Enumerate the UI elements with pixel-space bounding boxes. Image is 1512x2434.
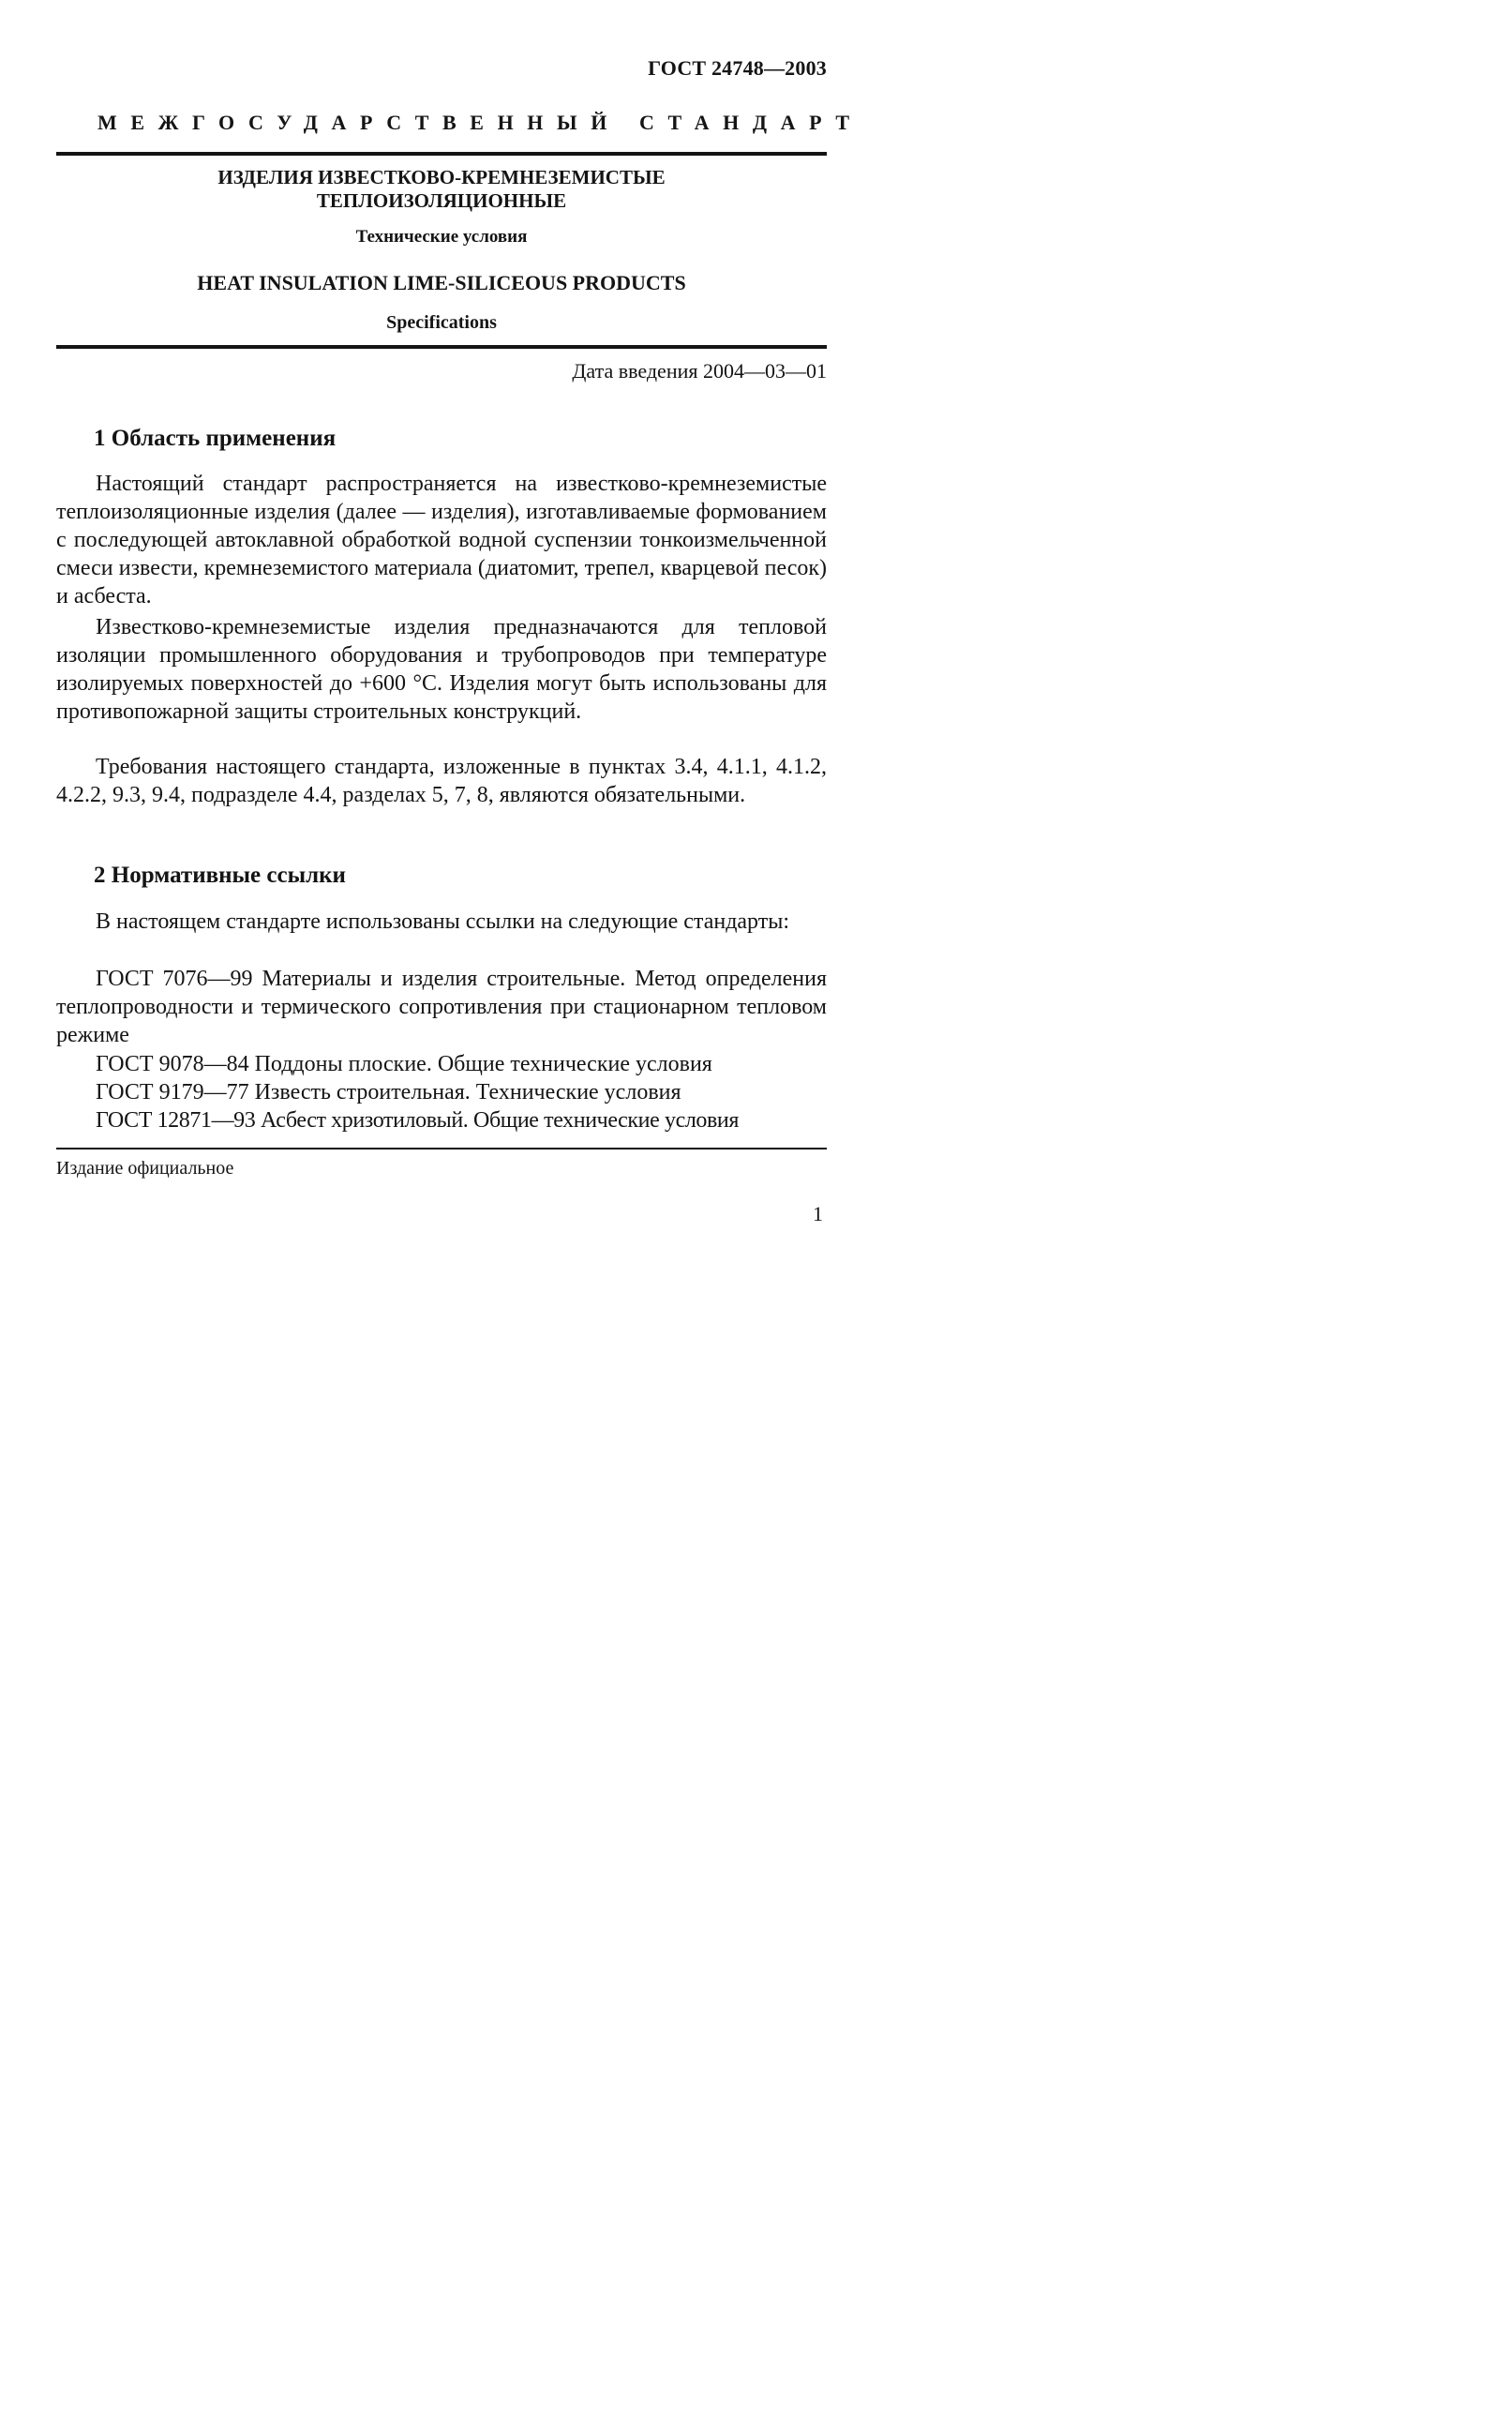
title-bottom-rule [56,345,827,349]
page-number: 1 [813,1202,823,1225]
reference-item: ГОСТ 7076—99 Материалы и изделия строительные. Метод определения теплопроводности и термического сопротивления при стационарном тепловом режиме [56,967,827,1047]
subtitle-en: Specifications [386,312,497,333]
reference-item: ГОСТ 9179—77 Известь строительная. Технические условия [96,1080,681,1104]
top-rule [56,152,827,156]
scope-paragraph: Настоящий стандарт распространяется на известково-кремнеземистые теплоизоляционные изделия (далее — изделия), изготавливаемые формованием с последующей автоклавной обработкой водной суспензии тонкоизмельченной смеси извести, кремнеземистого материала (диатомит, трепел, кварцевой песок) и асбеста. [56,472,827,608]
reference-item: ГОСТ 12871—93 Асбест хризотиловый. Общие технические условия [96,1108,740,1133]
subtitle-ru: Технические условия [355,227,528,247]
title-ru [56,166,827,213]
references-intro: В настоящем стандарте использованы ссылки на следующие стандарты: [96,909,790,934]
title-en: HEAT INSULATION LIME-SILICEOUS PRODUCTS [197,271,686,294]
interstate-standard-label: МЕЖГОСУДАРСТВЕННЫЙ СТАНДАРТ [97,111,863,134]
section-heading-references: 2 Нормативные ссылки [94,863,346,888]
footer-rule [56,1148,827,1149]
scope-paragraph: Известково-кремнеземистые изделия предназначаются для тепловой изоляции промышленного оборудования и трубопроводов при температуре изолируемых поверхностей до +600 °С. Изделия могут быть использованы для противопожарной защиты строительных конструкций. [56,615,827,724]
edition-label: Издание официальное [56,1158,234,1179]
scope-paragraph: Требования настоящего стандарта, изложенные в пунктах 3.4, 4.1.1, 4.1.2, 4.2.2, 9.3, 9.4, подразделе 4.4, разделах 5, 7, 8, являются обязательными. [56,755,827,807]
gost-number: ГОСТ 24748—2003 [648,56,827,80]
document-page [56,0,863,1456]
reference-item: ГОСТ 9078—84 Поддоны плоские. Общие технические условия [96,1052,712,1076]
title-ru-line1: ИЗДЕЛИЯ ИЗВЕСТКОВО-КРЕМНЕЗЕМИСТЫЕ [217,166,666,188]
intro-date: Дата введения 2004—03—01 [572,359,827,383]
title-ru-line2: ТЕПЛОИЗОЛЯЦИОННЫЕ [316,189,567,212]
section-heading-scope: 1 Область применения [94,426,337,451]
